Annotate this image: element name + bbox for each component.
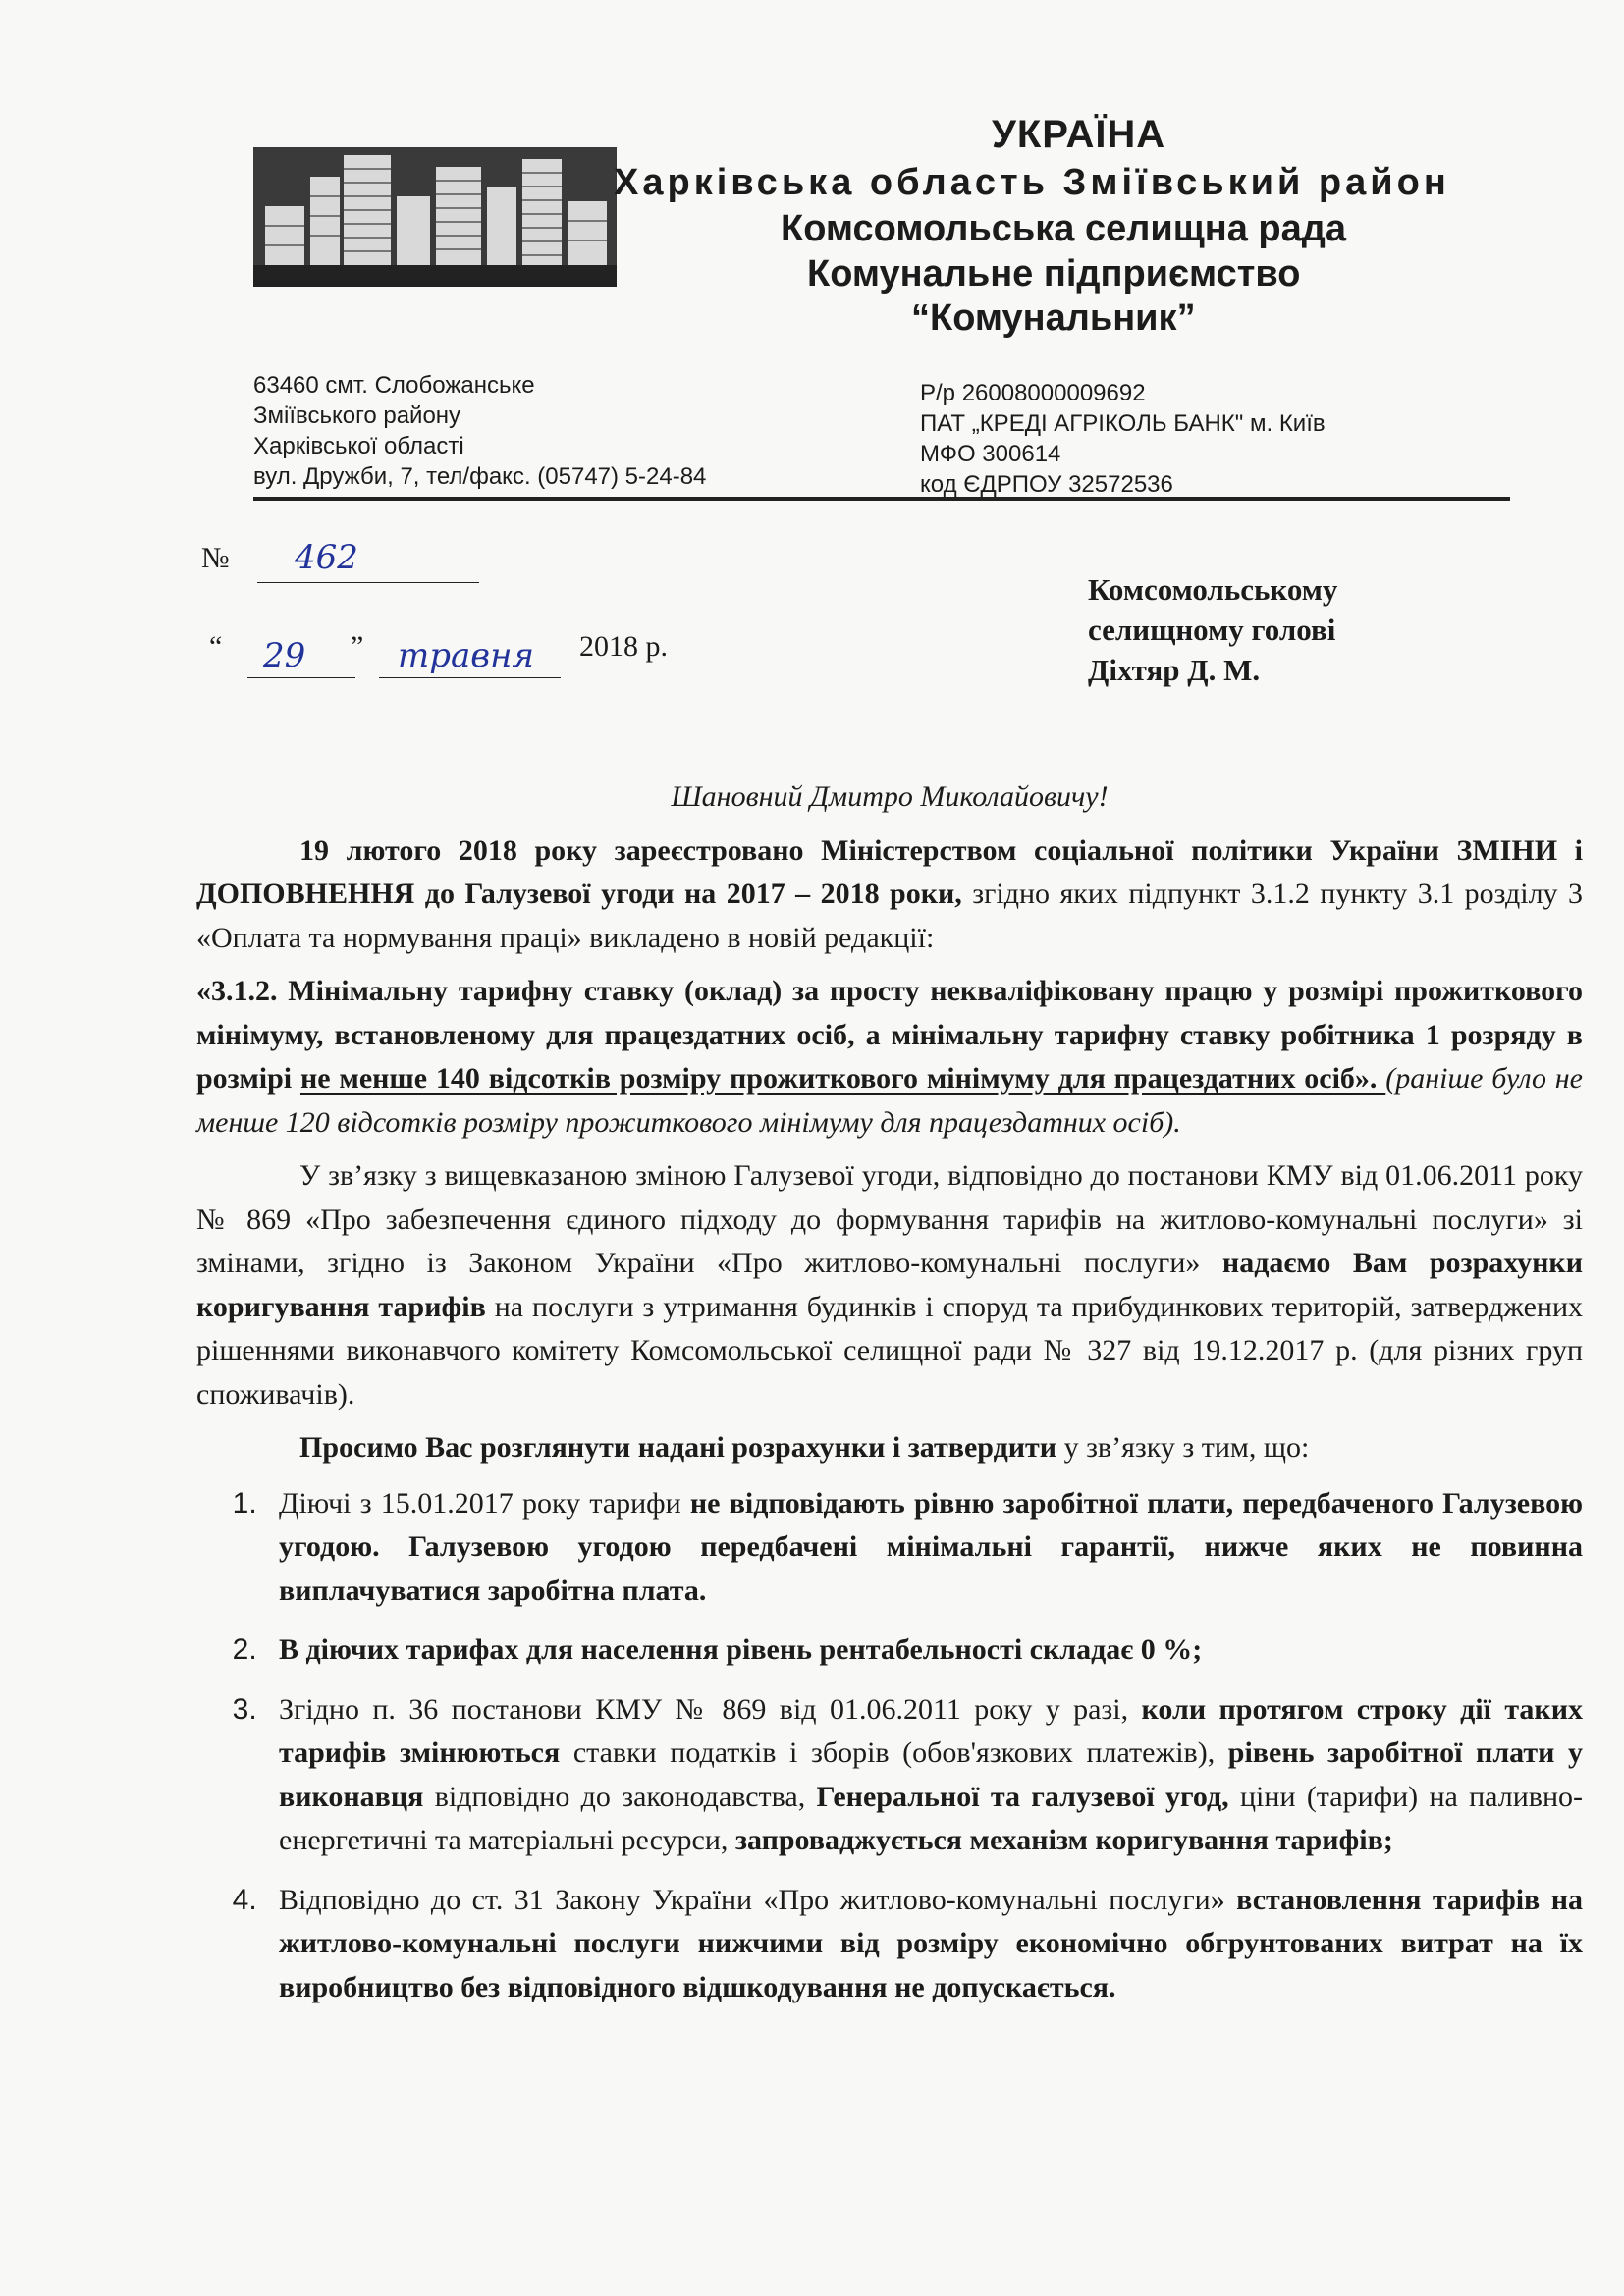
reason-item <box>265 1629 1583 1673</box>
reason-item <box>265 1482 1583 1614</box>
address-line: Харківської області <box>253 433 464 459</box>
addressee-line: Діхтяр Д. М. <box>1088 653 1261 687</box>
date-year: 2018 р. <box>579 630 668 663</box>
reason-bold: запроваджується механізм коригування тарифів; <box>734 1824 1393 1856</box>
number-underline <box>257 582 479 583</box>
reason-bold: коли протягом строку дії таких тарифів змінюються <box>279 1692 1583 1769</box>
salutation: Шановний Дмитро Миколайовичу! <box>671 780 1109 813</box>
number-label: № <box>201 542 230 574</box>
addressee-block <box>1088 569 1337 690</box>
address-line: Зміївського району <box>253 402 461 429</box>
letterhead-enterprise-type: Комунальне підприємство <box>807 253 1301 294</box>
reason-text: Відповідно до ст. 31 Закону України «Про житлово-комунальні послуги» <box>279 1883 1237 1916</box>
date-open-quote: “ <box>209 630 223 663</box>
address-line: вул. Дружби, 7, тел/факс. (05747) 5-24-84 <box>253 463 707 490</box>
amendments-bold: 19 лютого 2018 року зареєстровано Міністерством соціальної політики України ЗМІНИ і ДОПОВНЕННЯ до Галузевої угоди на 2017 – 2018 роки, <box>196 833 1583 910</box>
amendments-text: згідно яких підпункт 3.1.2 пункту 3.1 розділу 3 «Оплата та нормування праці» викладено в новій редакції: <box>196 878 1583 954</box>
addressee-line: Комсомольському <box>1088 572 1338 607</box>
paragraph-request <box>196 1426 1583 1470</box>
quote-bold-underlined: не менше 140 відсотків розміру прожиткового мінімуму для працездатних осіб». <box>299 1062 1386 1095</box>
reason-bold: встановлення тарифів на житлово-комунальні послуги нижчими від розміру економічно обгрунтованих витрат на їх виробництво без відповідного відшкодування не допускається. <box>279 1883 1583 2003</box>
calc-text-2: на послуги з утримання будинків і споруд та прибудинкових територій, затверджених рішеннями виконавчого комітету Комсомольської селищної ради № 327 від 19.12.2017 р. (для різних груп споживачів). <box>196 1290 1583 1411</box>
reason-bold: не відповідають рівню заробітної плати, передбаченого Галузевою угодою. Галузевою угодою передбачені мінімальні гарантії, нижче яких не повинна виплачуватися заробітна плата. <box>279 1486 1583 1607</box>
letterhead-region: Харківська область Зміївський район <box>614 162 1450 203</box>
letterhead-country: УКРАЇНА <box>992 113 1166 156</box>
bank-details-block <box>920 378 1326 500</box>
request-bold: Просимо Вас розглянути надані розрахунки і затвердити <box>299 1431 1057 1464</box>
paragraph-calculations <box>196 1154 1583 1416</box>
outgoing-number-handwritten: 462 <box>295 538 358 577</box>
quote-bold: «3.1.2. Мінімальну тарифну ставку (оклад) за просту некваліфіковану працю у розмірі прожиткового мінімуму, встановленому для працездатних осіб, а мінімальну тарифну ставку робітника 1 розряду в розмірі <box>196 975 1583 1095</box>
reason-text: Діючі з 15.01.2017 року тарифи <box>279 1486 690 1520</box>
bank-line: ПАТ „КРЕДІ АГРІКОЛЬ БАНК" м. Київ <box>920 410 1326 437</box>
building-logo-icon <box>253 147 617 287</box>
date-day-underline <box>247 677 355 678</box>
reasons-list <box>196 1482 1583 2010</box>
reason-bold: В діючих тарифах для населення рівень рентабельності складає 0 %; <box>279 1633 1203 1666</box>
reason-text: ціни (тарифи) на паливно-енергетичні та матеріальні ресурси, <box>279 1780 1584 1856</box>
date-close-quote: ” <box>351 630 364 663</box>
paragraph-quote <box>196 970 1583 1145</box>
letterhead-council: Комсомольська селищна рада <box>781 208 1347 249</box>
bank-line: код ЄДРПОУ 32572536 <box>920 471 1173 498</box>
address-line: 63460 смт. Слобожанське <box>253 372 535 399</box>
paragraph-amendments <box>196 829 1583 961</box>
reason-item <box>265 1879 1583 2010</box>
date-month-underline <box>379 677 561 678</box>
request-text: у зв’язку з тим, що: <box>1056 1431 1310 1464</box>
bank-line: Р/р 26008000009692 <box>920 380 1146 406</box>
reason-bold: Генеральної та галузевої угод, <box>816 1780 1229 1813</box>
calc-text: У зв’язку з вищевказаною зміною Галузевої угоди, відповідно до постанови КМУ від 01.06.2011 року № 869 «Про забезпечення єдиного підходу до формування тарифів на житлово-комунальні послуги» зі змінами, згідно із Законом України «Про житлово-комунальні послуги» <box>196 1159 1583 1279</box>
reason-bold: рівень заробітної плати у виконавця <box>279 1736 1583 1813</box>
address-block <box>253 370 706 492</box>
reason-text: відповідно до законодавства, <box>423 1780 817 1813</box>
date-month-handwritten: травня <box>398 636 534 675</box>
reason-text: Згідно п. 36 постанови КМУ № 869 від 01.06.2011 року у разі, <box>279 1692 1142 1726</box>
calc-bold: надаємо Вам розрахунки коригування тарифів <box>196 1247 1584 1323</box>
reason-item <box>265 1688 1583 1863</box>
letterhead-divider <box>253 497 1510 501</box>
bank-line: МФО 300614 <box>920 441 1061 467</box>
addressee-line: селищному голові <box>1088 613 1336 647</box>
reason-text: ставки податків і зборів (обов'язкових платежів), <box>560 1736 1228 1769</box>
date-day-handwritten: 29 <box>263 636 306 675</box>
quote-italic-note: (раніше було не менше 120 відсотків розміру прожиткового мінімуму для працездатних осіб). <box>196 1062 1583 1139</box>
letter-body <box>196 775 1583 2025</box>
letterhead-enterprise-name: “Комунальник” <box>911 297 1196 339</box>
